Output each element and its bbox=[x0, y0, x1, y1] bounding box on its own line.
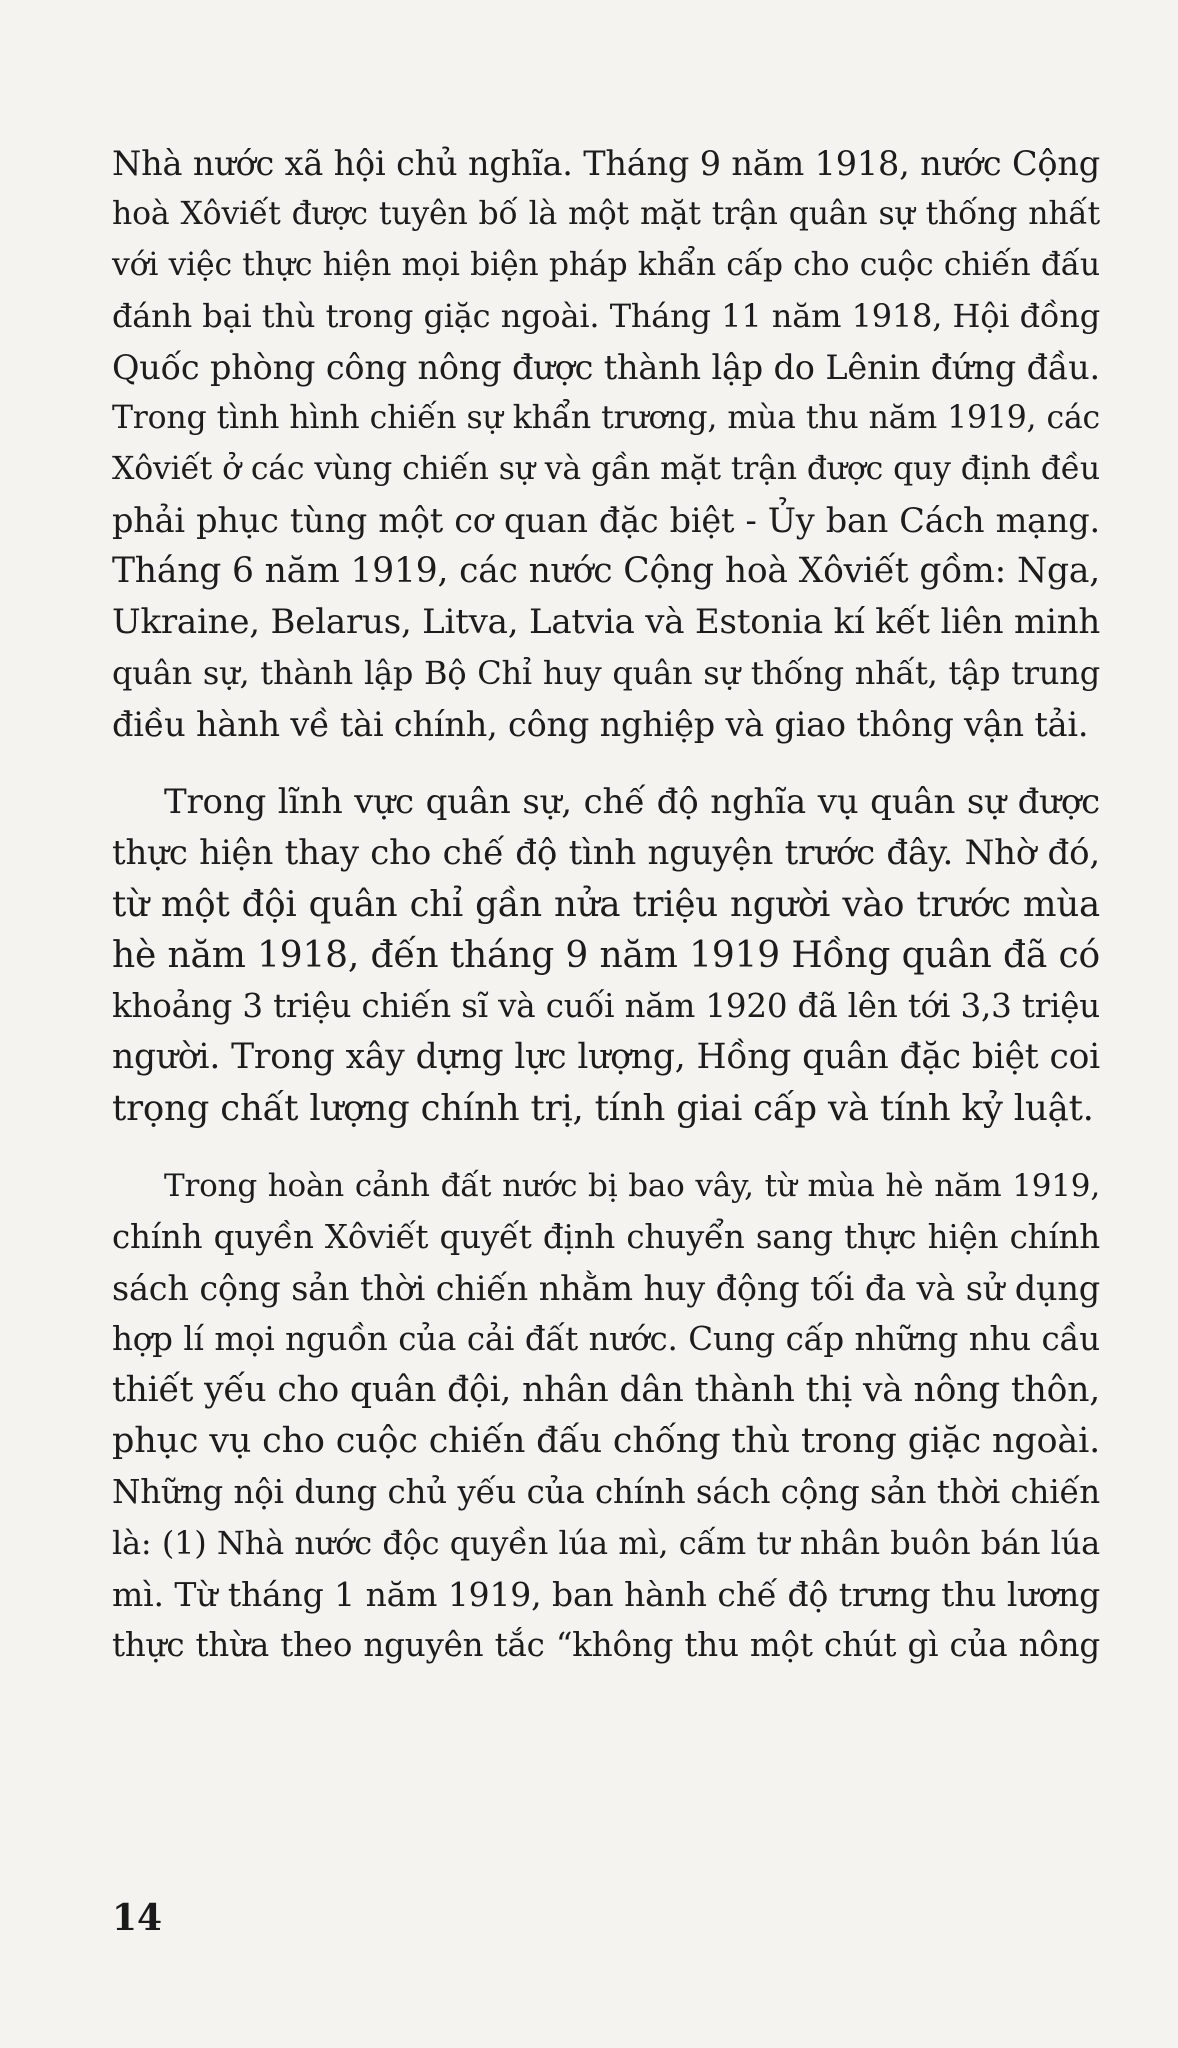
text-line: trọng chất lượng chính trị, tính giai cấp và tính kỷ luật. bbox=[112, 1088, 1094, 1129]
text-line: Nhà nước xã hội chủ nghĩa. Tháng 9 năm 1918, nước Cộng bbox=[112, 144, 1100, 183]
text-line: phục vụ cho cuộc chiến đấu chống thù trong giặc ngoài. bbox=[112, 1421, 1100, 1461]
text-line: Tháng 6 năm 1919, các nước Cộng hoà Xôviết gồm: Nga, bbox=[112, 551, 1100, 591]
paragraph-spacer bbox=[112, 1134, 1100, 1161]
text-line: thực hiện thay cho chế độ tình nguyện trước đây. Nhờ đó, bbox=[112, 833, 1100, 873]
body-text bbox=[112, 138, 1100, 1671]
page-number: 14 bbox=[112, 1897, 163, 1939]
text-line: chính quyền Xôviết quyết định chuyển sang thực hiện chính bbox=[112, 1218, 1100, 1256]
text-line: hè năm 1918, đến tháng 9 năm 1919 Hồng quân đã có bbox=[112, 935, 1100, 976]
paragraph-1 bbox=[112, 138, 1100, 750]
paragraph-spacer bbox=[112, 750, 1100, 777]
text-line: khoảng 3 triệu chiến sĩ và cuối năm 1920 đã lên tới 3,3 triệu bbox=[112, 987, 1100, 1025]
paragraph-2 bbox=[112, 777, 1100, 1134]
text-line: sách cộng sản thời chiến nhằm huy động tối đa và sử dụng bbox=[112, 1269, 1100, 1308]
text-line: Trong hoàn cảnh đất nước bị bao vây, từ mùa hè năm 1919, bbox=[164, 1168, 1100, 1204]
text-line: đánh bại thù trong giặc ngoài. Tháng 11 năm 1918, Hội đồng bbox=[112, 297, 1100, 335]
text-line: là: (1) Nhà nước độc quyền lúa mì, cấm tư nhân buôn bán lúa bbox=[112, 1524, 1100, 1562]
text-line: Trong tình hình chiến sự khẩn trương, mùa thu năm 1919, các bbox=[112, 400, 1100, 436]
text-line: người. Trong xây dựng lực lượng, Hồng quân đặc biệt coi bbox=[112, 1037, 1100, 1077]
text-line: Những nội dung chủ yếu của chính sách cộng sản thời chiến bbox=[112, 1473, 1100, 1511]
text-line: hợp lí mọi nguồn của cải đất nước. Cung cấp những nhu cầu bbox=[112, 1320, 1100, 1358]
text-line: từ một đội quân chỉ gần nửa triệu người vào trước mùa bbox=[112, 884, 1100, 925]
text-line: điều hành về tài chính, công nghiệp và giao thông vận tải. bbox=[112, 705, 1089, 744]
text-line: với việc thực hiện mọi biện pháp khẩn cấp cho cuộc chiến đấu bbox=[112, 247, 1100, 283]
text-line: Trong lĩnh vực quân sự, chế độ nghĩa vụ quân sự được bbox=[164, 782, 1100, 822]
text-line: Xôviết ở các vùng chiến sự và gần mặt trận được quy định đều bbox=[112, 451, 1100, 487]
text-line: thực thừa theo nguyên tắc “không thu một chút gì của nông bbox=[112, 1626, 1100, 1664]
paragraph-3 bbox=[112, 1161, 1100, 1671]
text-line: hoà Xôviết được tuyên bố là một mặt trận quân sự thống nhất bbox=[112, 196, 1100, 232]
text-line: phải phục tùng một cơ quan đặc biệt - Ủy ban Cách mạng. bbox=[112, 501, 1100, 540]
text-line: thiết yếu cho quân đội, nhân dân thành thị và nông thôn, bbox=[112, 1370, 1100, 1410]
text-line: Quốc phòng công nông được thành lập do Lênin đứng đầu. bbox=[112, 348, 1100, 387]
text-line: mì. Từ tháng 1 năm 1919, ban hành chế độ trưng thu lương bbox=[112, 1575, 1100, 1614]
text-line: quân sự, thành lập Bộ Chỉ huy quân sự thống nhất, tập trung bbox=[112, 654, 1100, 692]
text-line: Ukraine, Belarus, Litva, Latvia và Estonia kí kết liên minh bbox=[112, 602, 1101, 642]
